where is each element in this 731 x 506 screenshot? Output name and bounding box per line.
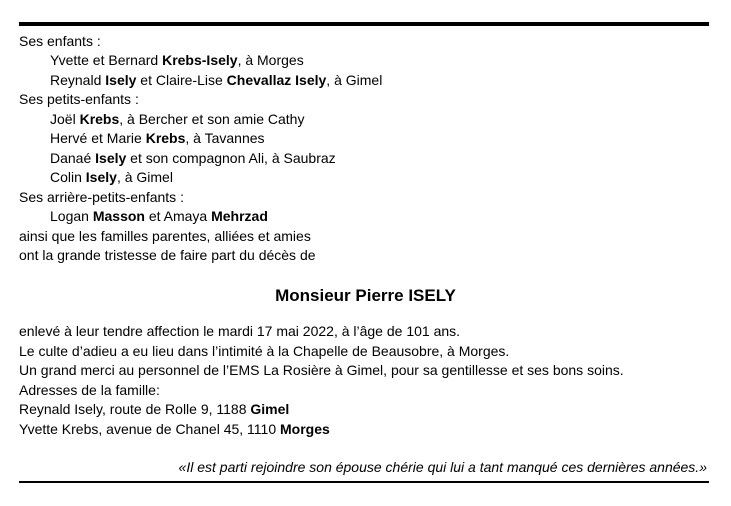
announcement-line: ont la grande tristesse de faire part du décès de [19,247,316,263]
address-line: Reynald Isely, route de Rolle 9, 1188 Gimel [19,401,290,417]
body-line: enlevé à leur tendre affection le mardi 17 mai 2022, à l’âge de 101 ans. [19,323,461,339]
children-heading: Ses enfants : [19,33,101,49]
grandchild-line: Colin Isely, à Gimel [50,169,173,185]
child-line: Yvette et Bernard Krebs-Isely, à Morges [50,52,304,68]
child-line: Reynald Isely et Claire-Lise Chevallaz Isely, à Gimel [50,72,383,88]
closing-quote: «Il est parti rejoindre son épouse chérie qui lui a tant manqué ces dernières années.» [178,459,707,475]
deceased-name: Monsieur Pierre ISELY [275,286,456,305]
grandchild-line: Danaé Isely et son compagnon Ali, à Saubraz [50,150,336,166]
addresses-heading: Adresses de la famille: [19,382,160,398]
great-grandchild-line: Logan Masson et Amaya Mehrzad [50,208,268,224]
top-rule [19,22,709,26]
body-line: Un grand merci au personnel de l’EMS La Rosière à Gimel, pour sa gentillesse et ses bons soins. [19,362,624,378]
bottom-rule [19,481,709,483]
address-line: Yvette Krebs, avenue de Chanel 45, 1110 Morges [19,421,330,437]
grandchildren-heading: Ses petits-enfants : [19,91,139,107]
body-line: Le culte d’adieu a eu lieu dans l’intimité à la Chapelle de Beausobre, à Morges. [19,343,510,359]
grandchild-line: Joël Krebs, à Bercher et son amie Cathy [50,111,305,127]
grandchild-line: Hervé et Marie Krebs, à Tavannes [50,130,265,146]
great-grandchildren-heading: Ses arrière-petits-enfants : [19,189,184,205]
family-line: ainsi que les familles parentes, alliées et amies [19,228,311,244]
